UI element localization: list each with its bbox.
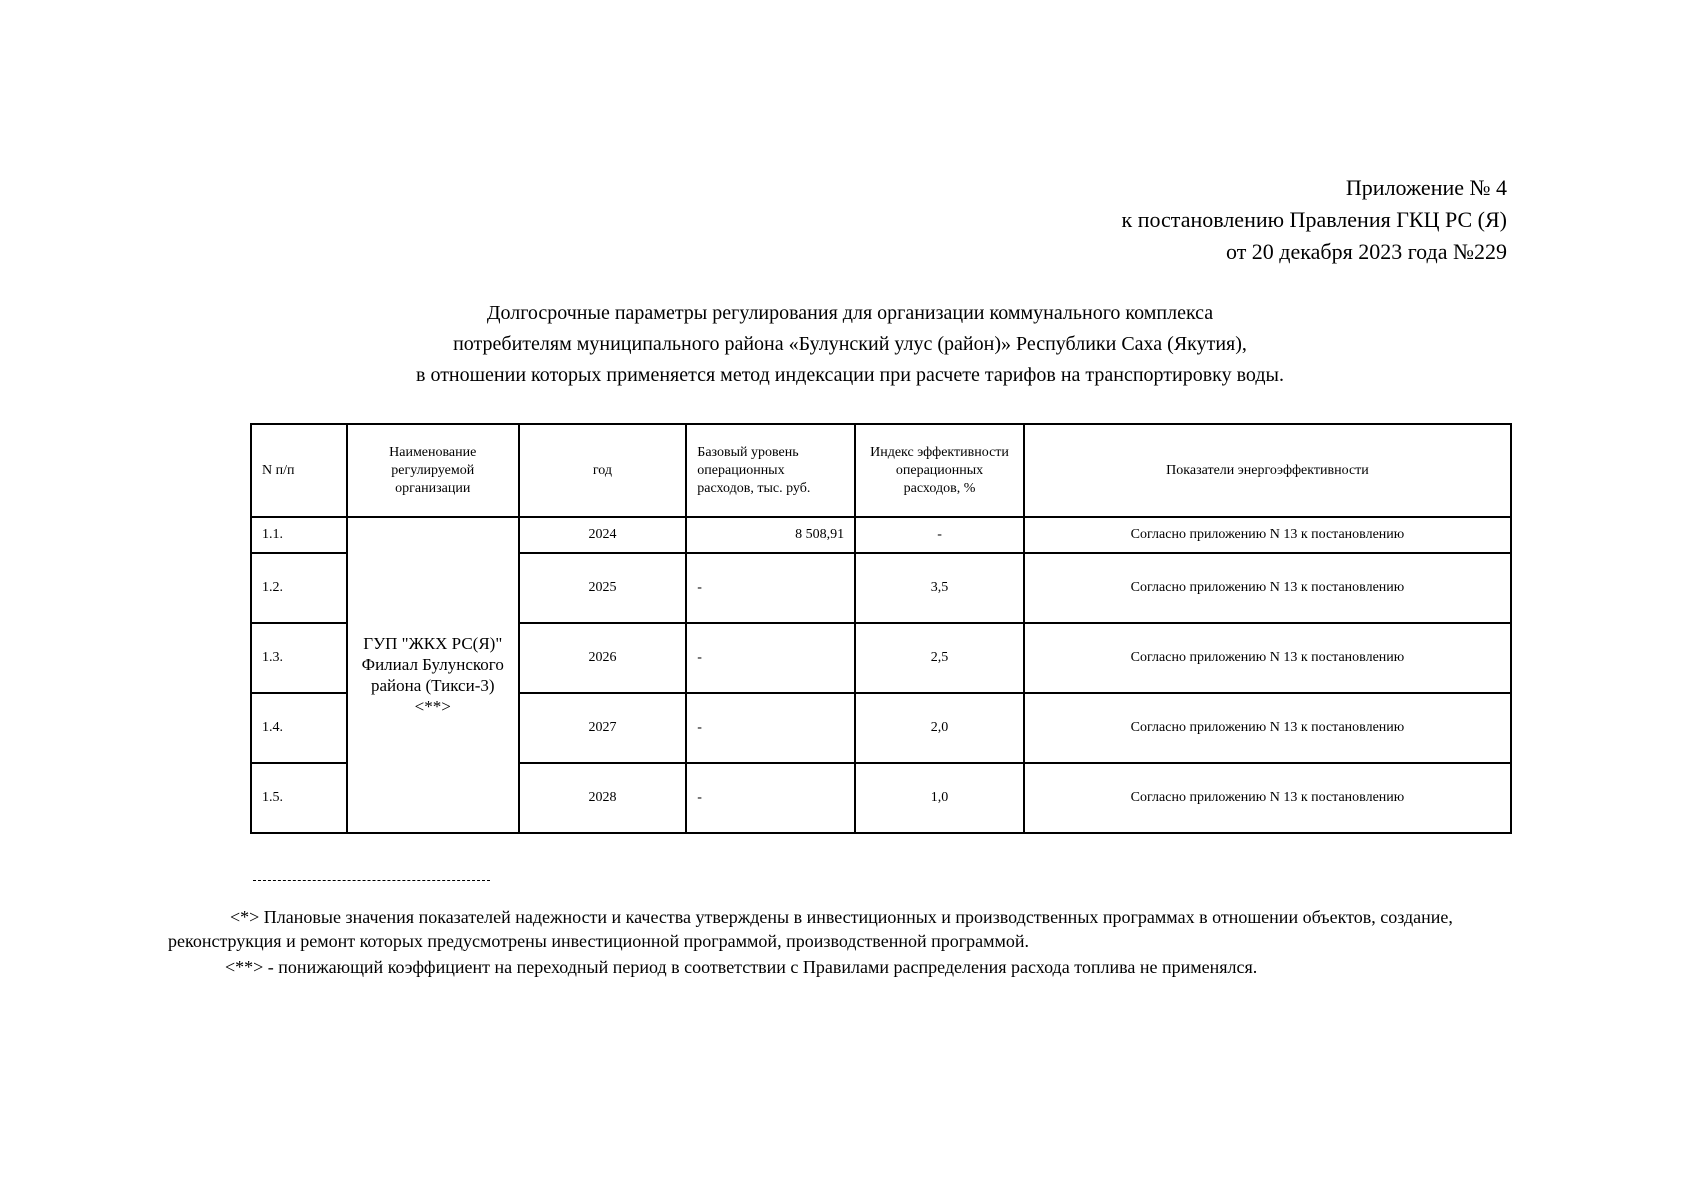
row-num: 1.4. xyxy=(251,693,347,763)
org-name-cell: ГУП "ЖКХ РС(Я)" Филиал Булунского района (Тикси-3) <**> xyxy=(347,517,519,833)
row-energy: Согласно приложению N 13 к постановлению xyxy=(1024,693,1511,763)
footnote-1: <*> Плановые значения показателей надежности и качества утверждены в инвестиционных и производственных программах в отношении объектов, создание, реконструкция и ремонт которых предусмотрены инвестиционной программой, производственной программой. xyxy=(168,907,1453,951)
row-year: 2026 xyxy=(519,623,687,693)
row-base: - xyxy=(686,763,855,833)
row-num: 1.2. xyxy=(251,553,347,623)
row-num: 1.3. xyxy=(251,623,347,693)
row-energy: Согласно приложению N 13 к постановлению xyxy=(1024,517,1511,553)
title-line-2: потребителям муниципального района «Булунский улус (район)» Республики Саха (Якутия), xyxy=(453,333,1247,355)
footnote-2: <**> - понижающий коэффициент на переходный период в соответствии с Правилами распределения расхода топлива не применялся. xyxy=(225,957,1258,977)
appendix-number: Приложение № 4 xyxy=(1345,175,1507,200)
row-energy: Согласно приложению N 13 к постановлению xyxy=(1024,553,1511,623)
footnote-separator xyxy=(253,880,490,881)
title-line-3: в отношении которых применяется метод индексации при расчете тарифов на транспортировку воды. xyxy=(416,364,1284,386)
row-index: 2,5 xyxy=(855,623,1024,693)
row-base: - xyxy=(686,553,855,623)
row-base: - xyxy=(686,623,855,693)
row-year: 2024 xyxy=(519,517,687,553)
row-base: 8 508,91 xyxy=(686,517,855,553)
table-header-row xyxy=(251,424,1511,517)
header-energy: Показатели энергоэффективности xyxy=(1024,424,1511,517)
appendix-date: от 20 декабря 2023 года №229 xyxy=(1225,239,1507,264)
row-year: 2027 xyxy=(519,693,687,763)
row-index: 2,0 xyxy=(855,693,1024,763)
row-base: - xyxy=(686,693,855,763)
table-row xyxy=(251,517,1511,553)
header-year: год xyxy=(519,424,687,517)
header-index: Индекс эффективности операционных расходов, % xyxy=(855,424,1024,517)
header-base: Базовый уровень операционных расходов, тыс. руб. xyxy=(686,424,855,517)
row-index: 3,5 xyxy=(855,553,1024,623)
row-energy: Согласно приложению N 13 к постановлению xyxy=(1024,763,1511,833)
row-num: 1.1. xyxy=(251,517,347,553)
document-title xyxy=(190,298,1510,391)
row-index: - xyxy=(855,517,1024,553)
footnotes xyxy=(168,905,1468,979)
row-energy: Согласно приложению N 13 к постановлению xyxy=(1024,623,1511,693)
title-line-1: Долгосрочные параметры регулирования для организации коммунального комплекса xyxy=(486,302,1214,324)
parameters-table xyxy=(250,423,1512,834)
row-index: 1,0 xyxy=(855,763,1024,833)
header-org: Наименование регулируемой организации xyxy=(347,424,519,517)
row-year: 2025 xyxy=(519,553,687,623)
appendix-reference: к постановлению Правления ГКЦ РС (Я) xyxy=(1121,207,1507,232)
row-year: 2028 xyxy=(519,763,687,833)
row-num: 1.5. xyxy=(251,763,347,833)
appendix-block xyxy=(1122,172,1507,268)
header-num: N п/п xyxy=(251,424,347,517)
